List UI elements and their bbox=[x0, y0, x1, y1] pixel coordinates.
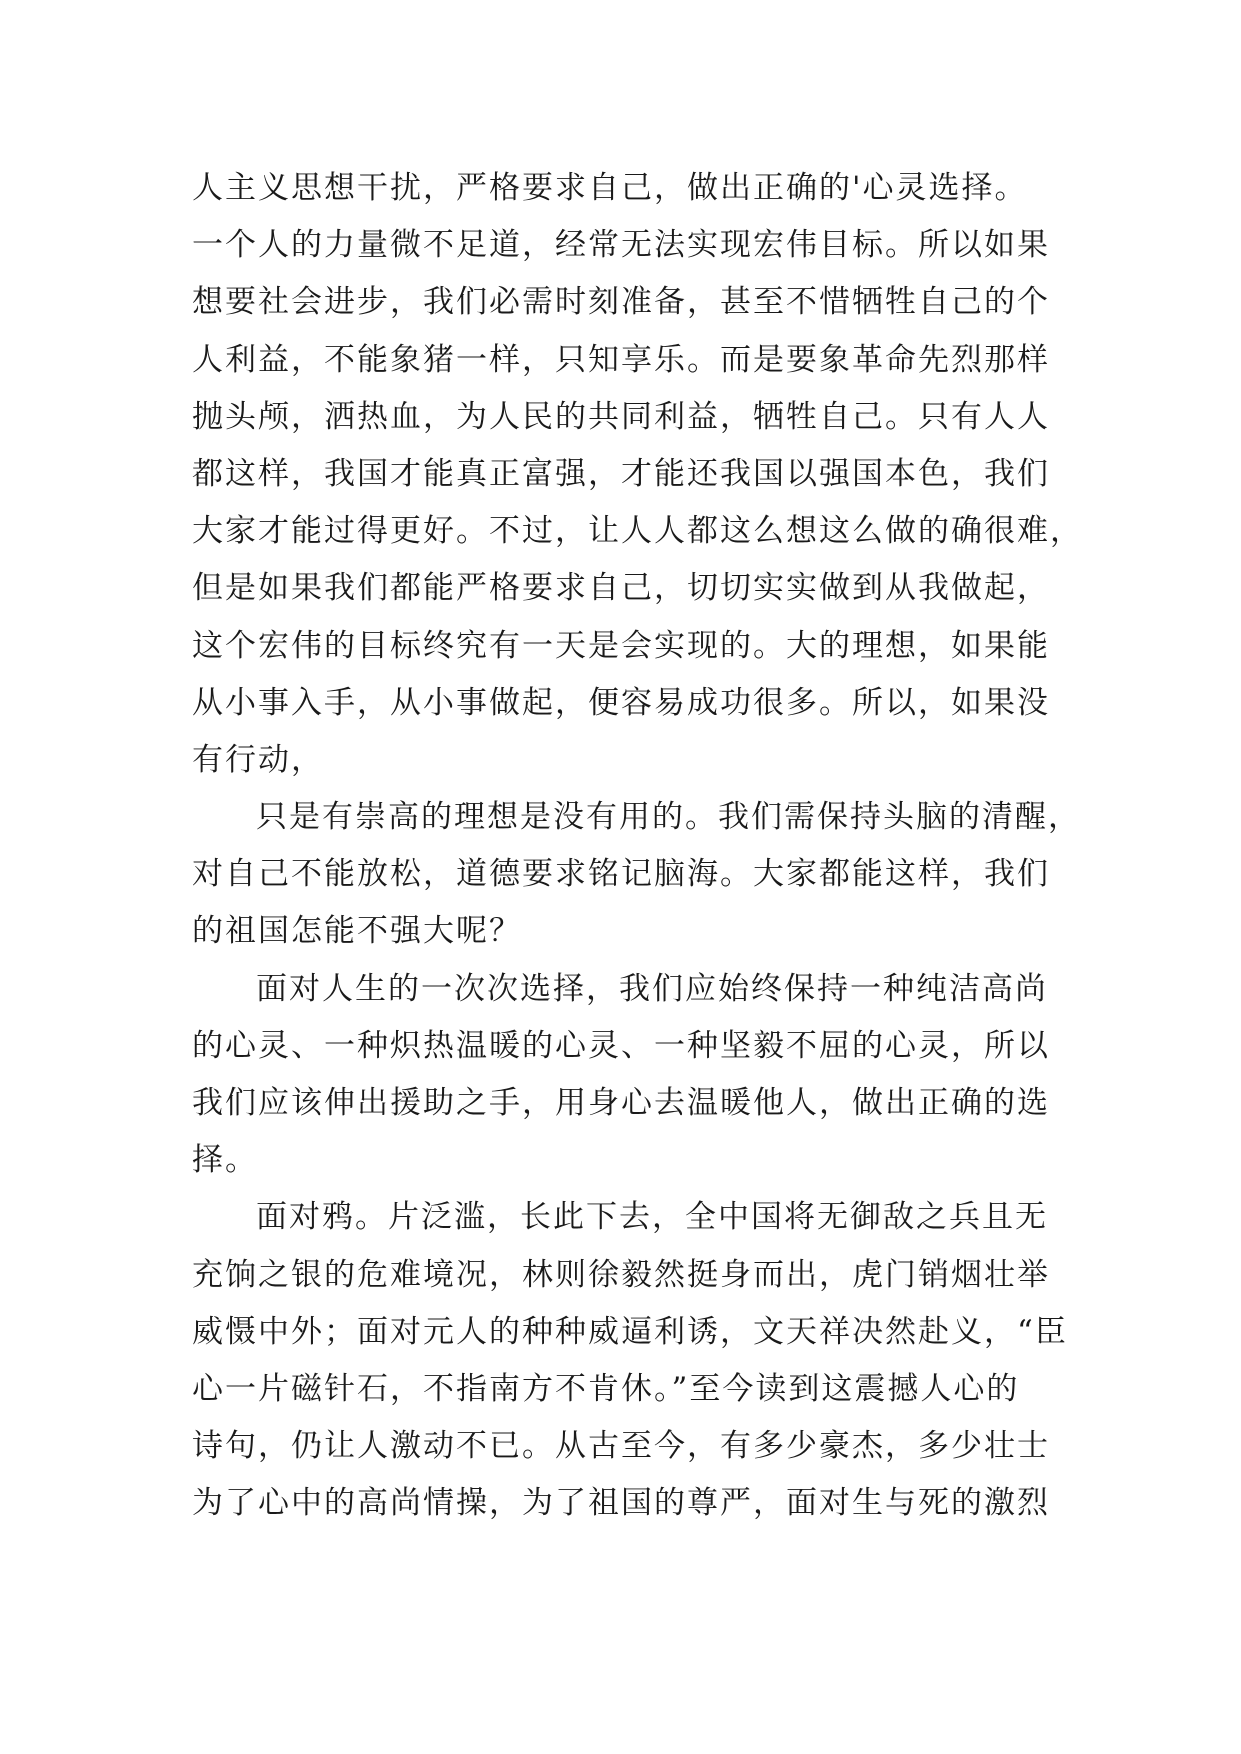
text-line: 想要社会进步，我们必需时刻准备，甚至不惜牺牲自己的个 bbox=[192, 284, 1050, 321]
text-line: 心一片磁针石，不指南方不肯休。”至今读到这震撼人心的 bbox=[192, 1370, 1020, 1407]
text-line: 一个人的力量微不足道，经常无法实现宏伟目标。所以如果 bbox=[192, 227, 1050, 264]
text-line: 择。 bbox=[192, 1142, 258, 1179]
text-line: 但是如果我们都能严格要求自己，切切实实做到从我做起， bbox=[192, 570, 1050, 607]
text-line: 都这样，我国才能真正富强，才能还我国以强国本色，我们 bbox=[192, 455, 1050, 492]
paragraph-start-line: 只是有崇高的理想是没有用的。我们需保持头脑的清醒， bbox=[256, 799, 1081, 836]
text-line: 人利益，不能象猪一样，只知享乐。而是要象革命先烈那样 bbox=[192, 341, 1050, 378]
text-line: 我们应该伸出援助之手，用身心去温暖他人，做出正确的选 bbox=[192, 1085, 1050, 1121]
text-line: 从小事入手，从小事做起，便容易成功很多。所以，如果没 bbox=[192, 684, 1050, 721]
text-line: 的祖国怎能不强大呢？ bbox=[192, 913, 522, 950]
text-line: 诗句，仍让人激动不已。从古至今，有多少豪杰，多少壮士 bbox=[192, 1428, 1050, 1465]
paragraph-start-line: 面对鸦。片泛滥，长此下去，全中国将无御敌之兵且无 bbox=[256, 1199, 1048, 1236]
text-line: 威慑中外；面对元人的种种威逼利诱，文天祥决然赴义，“臣 bbox=[192, 1313, 1068, 1350]
text-line: 的心灵、一种炽热温暖的心灵、一种坚毅不屈的心灵，所以 bbox=[192, 1027, 1050, 1064]
body-text bbox=[192, 160, 1083, 1533]
text-line: 人主义思想干扰，严格要求自己，做出正确的'心灵选择。 bbox=[192, 170, 1028, 206]
text-line: 抛头颅，洒热血，为人民的共同利益，牺牲自己。只有人人 bbox=[192, 398, 1050, 435]
text-line: 为了心中的高尚情操，为了祖国的尊严，面对生与死的激烈 bbox=[192, 1485, 1050, 1522]
text-line: 有行动， bbox=[192, 741, 324, 778]
text-line: 这个宏伟的目标终究有一天是会实现的。大的理想，如果能 bbox=[192, 627, 1050, 664]
text-line: 大家才能过得更好。不过，让人人都这么想这么做的确很难， bbox=[192, 513, 1083, 550]
text-line: 充饷之银的危难境况，林则徐毅然挺身而出，虎门销烟壮举 bbox=[192, 1256, 1050, 1293]
text-line: 对自己不能放松，道德要求铭记脑海。大家都能这样，我们 bbox=[192, 856, 1050, 893]
paragraph-start-line: 面对人生的一次次选择，我们应始终保持一种纯洁高尚 bbox=[256, 970, 1048, 1007]
